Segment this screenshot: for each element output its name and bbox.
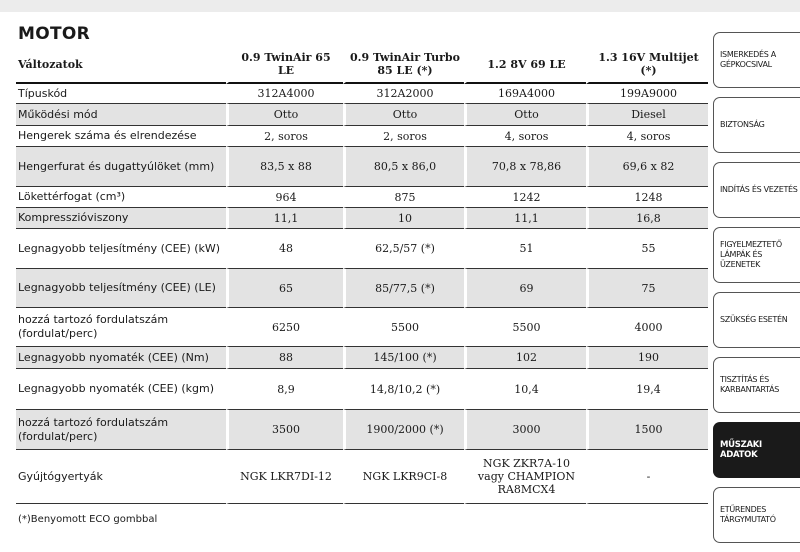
table-row [16,84,708,104]
table-row [16,410,708,450]
row-label: Hengerfurat és dugattyúlöket (mm) [16,147,226,187]
tab-label: ISMERKEDÉS A GÉPKOCSIVAL [720,50,776,69]
cell: NGK ZKR7A-10 vagy CHAMPION RA8MCX4 [464,450,586,504]
tab-emergency[interactable] [713,292,800,348]
tab-safety[interactable] [713,97,800,153]
cell: 312A4000 [226,84,343,104]
cell: 6250 [226,308,343,347]
cell: 964 [226,187,343,208]
cell: 14,8/10,2 (*) [343,369,464,410]
cell: 145/100 (*) [343,347,464,369]
tab-label: INDÍTÁS ÉS VEZETÉS [720,185,798,194]
cell: 102 [464,347,586,369]
cell: 65 [226,269,343,308]
table-row [16,126,708,147]
cell: 1242 [464,187,586,208]
cell: 4000 [586,308,708,347]
cell: 8,9 [226,369,343,410]
table-header-row [16,46,708,84]
cell: 83,5 x 88 [226,147,343,187]
cell: 5500 [343,308,464,347]
header-col-2: 0.9 TwinAir Turbo 85 LE (*) [343,46,464,84]
cell: 1500 [586,410,708,450]
cell: 4, soros [464,126,586,147]
cell: - [586,450,708,504]
cell: 3500 [226,410,343,450]
table-row [16,450,708,504]
tab-getting-to-know[interactable] [713,32,800,88]
cell: 4, soros [586,126,708,147]
cell: Otto [464,104,586,126]
page-title: MOTOR [18,24,91,44]
row-label: Legnagyobb teljesítmény (CEE) (LE) [16,269,226,308]
header-col-4: 1.3 16V Multijet (*) [586,46,708,84]
cell: 1248 [586,187,708,208]
table-row [16,369,708,410]
cell: 70,8 x 78,86 [464,147,586,187]
cell: 3000 [464,410,586,450]
row-label: Legnagyobb nyomaték (CEE) (Nm) [16,347,226,369]
header-col-3: 1.2 8V 69 LE [464,46,586,84]
cell: 5500 [464,308,586,347]
cell: 875 [343,187,464,208]
cell: 2, soros [226,126,343,147]
table-row [16,147,708,187]
tab-technical-data[interactable] [713,422,800,478]
row-label: Működési mód [16,104,226,126]
cell: NGK LKR7DI-12 [226,450,343,504]
cell: 48 [226,229,343,269]
cell: 51 [464,229,586,269]
top-band [0,0,800,12]
cell: 16,8 [586,208,708,229]
cell: 10 [343,208,464,229]
table-row [16,187,708,208]
footnote: (*)Benyomott ECO gombbal [18,514,158,525]
cell: 19,4 [586,369,708,410]
header-variants: Változatok [16,46,226,84]
cell: NGK LKR9CI-8 [343,450,464,504]
cell: 169A4000 [464,84,586,104]
row-label: Gyújtógyertyák [16,450,226,504]
tab-label: FIGYELMEZTETŐ LÁMPÁK ÉS ÜZENETEK [720,240,782,269]
row-label: hozzá tartozó fordulatszám (fordulat/perc) [16,308,226,347]
tab-label: TISZTÍTÁS ÉS KARBANTARTÁS [720,375,780,394]
row-label: Hengerek száma és elrendezése [16,126,226,147]
cell: 55 [586,229,708,269]
tab-starting-driving[interactable] [713,162,800,218]
cell: 75 [586,269,708,308]
header-col-1: 0.9 TwinAir 65 LE [226,46,343,84]
cell: 85/77,5 (*) [343,269,464,308]
cell: 88 [226,347,343,369]
cell: 1900/2000 (*) [343,410,464,450]
row-label: Legnagyobb nyomaték (CEE) (kgm) [16,369,226,410]
table-row [16,347,708,369]
table-row [16,104,708,126]
tab-label: ETŰRENDES TÁRGYMUTATÓ [720,505,776,524]
row-label: Típuskód [16,84,226,104]
cell: 69,6 x 82 [586,147,708,187]
cell: 11,1 [464,208,586,229]
cell: 2, soros [343,126,464,147]
tab-maintenance[interactable] [713,357,800,413]
row-label: Kompresszióviszony [16,208,226,229]
cell: Otto [226,104,343,126]
cell: 190 [586,347,708,369]
engine-spec-table [16,46,708,504]
table-row [16,229,708,269]
tab-label: BIZTONSÁG [720,120,765,129]
cell: 199A9000 [586,84,708,104]
cell: 62,5/57 (*) [343,229,464,269]
table-row [16,308,708,347]
cell: 69 [464,269,586,308]
row-label: Lökettérfogat (cm³) [16,187,226,208]
tab-warning-lights[interactable] [713,227,800,283]
cell: 11,1 [226,208,343,229]
section-tabs [713,32,800,552]
table-row [16,269,708,308]
tab-label: SZÜKSÉG ESETÉN [720,315,788,324]
row-label: hozzá tartozó fordulatszám (fordulat/perc) [16,410,226,450]
cell: 312A2000 [343,84,464,104]
row-label: Legnagyobb teljesítmény (CEE) (kW) [16,229,226,269]
cell: 10,4 [464,369,586,410]
cell: Diesel [586,104,708,126]
table-row [16,208,708,229]
cell: 80,5 x 86,0 [343,147,464,187]
cell: Otto [343,104,464,126]
tab-label: MŰSZAKI ADATOK [720,440,762,460]
tab-index[interactable] [713,487,800,543]
